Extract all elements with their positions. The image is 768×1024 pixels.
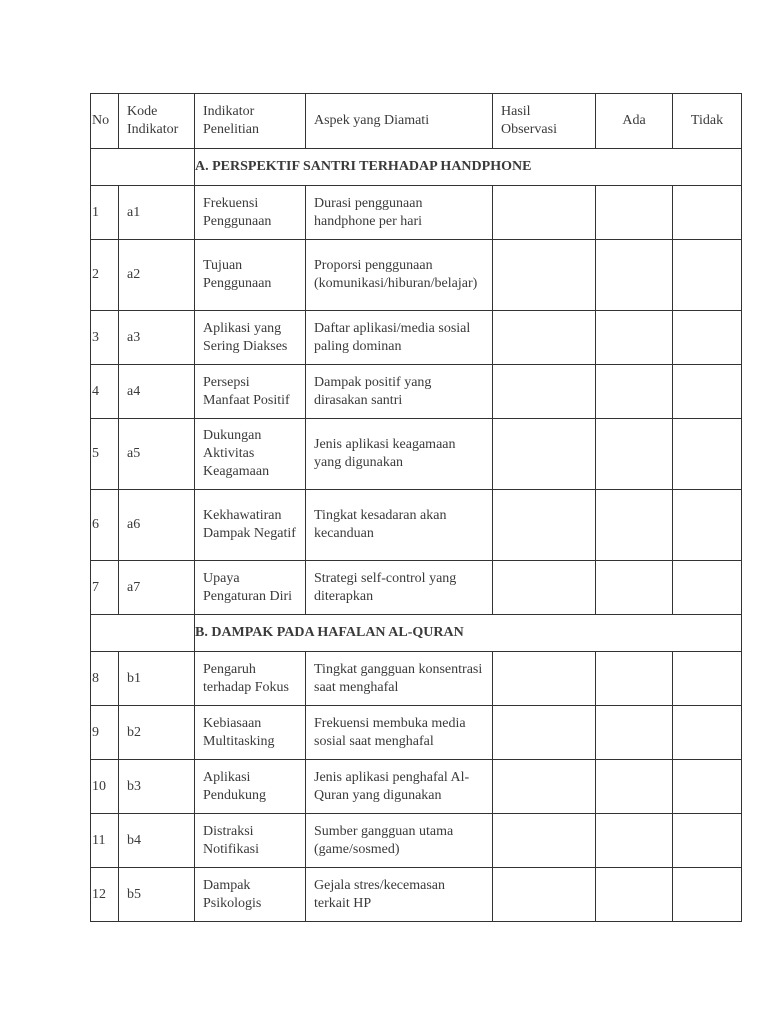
row-ada-cell (596, 186, 673, 240)
row-aspek: Tingkat kesadaran akan kecanduan (306, 490, 493, 561)
row-indikator: Distraksi Notifikasi (195, 814, 306, 868)
header-hasil-observasi: Hasil Observasi (493, 94, 596, 149)
row-tidak-cell (673, 311, 742, 365)
row-tidak-cell (673, 419, 742, 490)
row-aspek: Gejala stres/kecemasan terkait HP (306, 868, 493, 922)
section-title: B. DAMPAK PADA HAFALAN AL-QURAN (195, 615, 742, 652)
section-spacer-cell (91, 149, 195, 186)
row-tidak-cell (673, 868, 742, 922)
table-body (91, 94, 742, 922)
row-no: 12 (91, 868, 119, 922)
table-header-row (91, 94, 742, 149)
row-ada-cell (596, 419, 673, 490)
row-kode: a2 (119, 240, 195, 311)
row-no: 7 (91, 561, 119, 615)
row-tidak-cell (673, 814, 742, 868)
section-header-row (91, 149, 742, 186)
table-row (91, 561, 742, 615)
table-row (91, 365, 742, 419)
table-row (91, 706, 742, 760)
row-tidak-cell (673, 365, 742, 419)
row-aspek: Jenis aplikasi keagamaan yang digunakan (306, 419, 493, 490)
row-indikator: Kebiasaan Multitasking (195, 706, 306, 760)
row-kode: b3 (119, 760, 195, 814)
row-no: 6 (91, 490, 119, 561)
row-no: 8 (91, 652, 119, 706)
row-hasil-observasi (493, 419, 596, 490)
row-hasil-observasi (493, 490, 596, 561)
row-hasil-observasi (493, 311, 596, 365)
row-kode: a5 (119, 419, 195, 490)
row-tidak-cell (673, 652, 742, 706)
row-ada-cell (596, 706, 673, 760)
row-no: 1 (91, 186, 119, 240)
row-kode: a3 (119, 311, 195, 365)
row-indikator: Aplikasi yang Sering Diakses (195, 311, 306, 365)
row-ada-cell (596, 490, 673, 561)
row-aspek: Durasi penggunaan handphone per hari (306, 186, 493, 240)
row-hasil-observasi (493, 365, 596, 419)
row-no: 2 (91, 240, 119, 311)
row-hasil-observasi (493, 706, 596, 760)
header-kode-indikator: Kode Indikator (119, 94, 195, 149)
table-row (91, 814, 742, 868)
table-row (91, 652, 742, 706)
row-kode: b1 (119, 652, 195, 706)
header-tidak: Tidak (673, 94, 742, 149)
section-header-row (91, 615, 742, 652)
table-row (91, 490, 742, 561)
observation-table (90, 93, 742, 922)
row-hasil-observasi (493, 760, 596, 814)
row-indikator: Tujuan Penggunaan (195, 240, 306, 311)
row-hasil-observasi (493, 868, 596, 922)
row-tidak-cell (673, 240, 742, 311)
row-hasil-observasi (493, 652, 596, 706)
row-kode: b5 (119, 868, 195, 922)
row-aspek: Strategi self-control yang diterapkan (306, 561, 493, 615)
header-no: No (91, 94, 119, 149)
row-kode: a7 (119, 561, 195, 615)
row-aspek: Proporsi penggunaan (komunikasi/hiburan/belajar) (306, 240, 493, 311)
row-tidak-cell (673, 490, 742, 561)
row-tidak-cell (673, 760, 742, 814)
row-kode: a1 (119, 186, 195, 240)
row-no: 9 (91, 706, 119, 760)
header-ada: Ada (596, 94, 673, 149)
row-kode: b4 (119, 814, 195, 868)
row-indikator: Kekhawatiran Dampak Negatif (195, 490, 306, 561)
row-hasil-observasi (493, 814, 596, 868)
row-ada-cell (596, 760, 673, 814)
header-aspek-diamati: Aspek yang Diamati (306, 94, 493, 149)
row-aspek: Jenis aplikasi penghafal Al-Quran yang digunakan (306, 760, 493, 814)
table-row (91, 419, 742, 490)
row-aspek: Sumber gangguan utama (game/sosmed) (306, 814, 493, 868)
row-hasil-observasi (493, 240, 596, 311)
table-row (91, 760, 742, 814)
row-no: 3 (91, 311, 119, 365)
row-ada-cell (596, 868, 673, 922)
row-ada-cell (596, 365, 673, 419)
row-kode: a4 (119, 365, 195, 419)
row-indikator: Frekuensi Penggunaan (195, 186, 306, 240)
table-row (91, 186, 742, 240)
section-title: A. PERSPEKTIF SANTRI TERHADAP HANDPHONE (195, 149, 742, 186)
row-hasil-observasi (493, 561, 596, 615)
row-no: 5 (91, 419, 119, 490)
row-ada-cell (596, 561, 673, 615)
row-aspek: Frekuensi membuka media sosial saat menghafal (306, 706, 493, 760)
row-no: 11 (91, 814, 119, 868)
row-indikator: Upaya Pengaturan Diri (195, 561, 306, 615)
row-no: 10 (91, 760, 119, 814)
table-row (91, 868, 742, 922)
row-hasil-observasi (493, 186, 596, 240)
row-indikator: Aplikasi Pendukung (195, 760, 306, 814)
section-spacer-cell (91, 615, 195, 652)
row-aspek: Tingkat gangguan konsentrasi saat menghafal (306, 652, 493, 706)
table-row (91, 311, 742, 365)
table-row (91, 240, 742, 311)
row-no: 4 (91, 365, 119, 419)
row-indikator: Persepsi Manfaat Positif (195, 365, 306, 419)
row-kode: b2 (119, 706, 195, 760)
row-tidak-cell (673, 186, 742, 240)
row-tidak-cell (673, 706, 742, 760)
row-aspek: Dampak positif yang dirasakan santri (306, 365, 493, 419)
row-ada-cell (596, 311, 673, 365)
row-ada-cell (596, 240, 673, 311)
row-ada-cell (596, 652, 673, 706)
header-indikator-penelitian: Indikator Penelitian (195, 94, 306, 149)
row-kode: a6 (119, 490, 195, 561)
row-indikator: Pengaruh terhadap Fokus (195, 652, 306, 706)
row-ada-cell (596, 814, 673, 868)
row-indikator: Dukungan Aktivitas Keagamaan (195, 419, 306, 490)
row-tidak-cell (673, 561, 742, 615)
row-indikator: Dampak Psikologis (195, 868, 306, 922)
row-aspek: Daftar aplikasi/media sosial paling dominan (306, 311, 493, 365)
